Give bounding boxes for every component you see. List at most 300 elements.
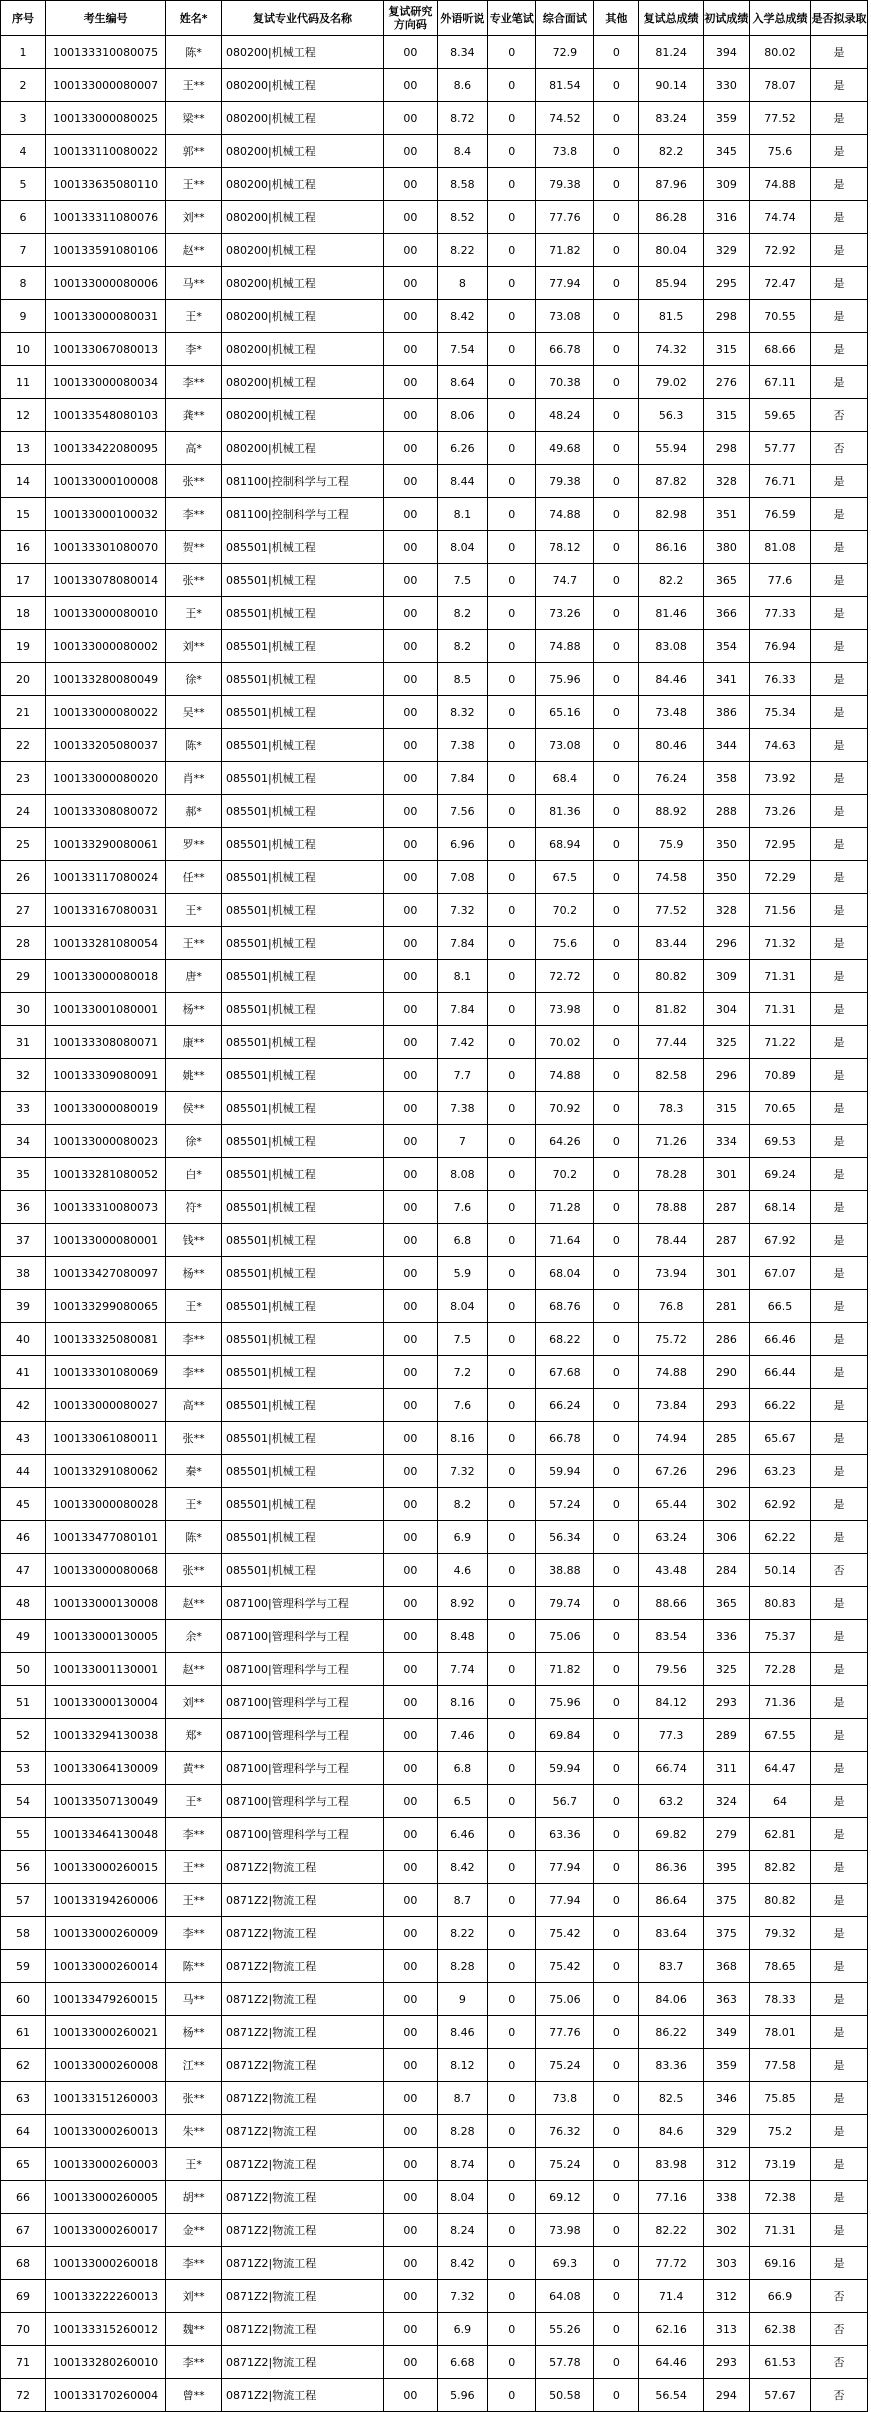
cell-other: 0	[594, 861, 639, 894]
cell-candidate-id: 100133315260012	[46, 2313, 166, 2346]
cell-admission-total: 74.74	[749, 201, 810, 234]
cell-admitted: 是	[811, 597, 868, 630]
cell-major: 085501|机械工程	[222, 696, 384, 729]
cell-other: 0	[594, 2181, 639, 2214]
cell-major: 0871Z2|物流工程	[222, 2148, 384, 2181]
cell-direction-code: 00	[384, 2247, 438, 2280]
cell-major: 085501|机械工程	[222, 861, 384, 894]
cell-retest-total: 80.46	[639, 729, 703, 762]
cell-foreign-language: 9	[437, 1983, 487, 2016]
cell-seq: 68	[1, 2247, 46, 2280]
cell-major: 087100|管理科学与工程	[222, 1785, 384, 1818]
cell-written-exam: 0	[488, 1455, 536, 1488]
cell-foreign-language: 8.04	[437, 1290, 487, 1323]
cell-initial-score: 345	[703, 135, 749, 168]
header-row	[1, 1, 868, 36]
cell-major: 080200|机械工程	[222, 36, 384, 69]
cell-foreign-language: 7.56	[437, 795, 487, 828]
cell-admitted: 是	[811, 135, 868, 168]
cell-admission-total: 80.83	[749, 1587, 810, 1620]
cell-initial-score: 303	[703, 2247, 749, 2280]
cell-retest-total: 81.24	[639, 36, 703, 69]
cell-foreign-language: 8.58	[437, 168, 487, 201]
cell-foreign-language: 6.46	[437, 1818, 487, 1851]
cell-major: 085501|机械工程	[222, 597, 384, 630]
cell-foreign-language: 6.8	[437, 1224, 487, 1257]
cell-retest-total: 80.82	[639, 960, 703, 993]
cell-retest-total: 87.82	[639, 465, 703, 498]
cell-foreign-language: 8.52	[437, 201, 487, 234]
cell-initial-score: 301	[703, 1158, 749, 1191]
cell-initial-score: 287	[703, 1191, 749, 1224]
header-other: 其他	[594, 1, 639, 36]
cell-major: 085501|机械工程	[222, 960, 384, 993]
cell-seq: 1	[1, 36, 46, 69]
cell-interview: 74.52	[536, 102, 594, 135]
cell-candidate-id: 100133000260008	[46, 2049, 166, 2082]
cell-admitted: 是	[811, 894, 868, 927]
cell-interview: 73.8	[536, 2082, 594, 2115]
cell-candidate-id: 100133194260006	[46, 1884, 166, 1917]
cell-foreign-language: 8.06	[437, 399, 487, 432]
table-row	[1, 399, 868, 432]
cell-interview: 64.08	[536, 2280, 594, 2313]
cell-retest-total: 79.02	[639, 366, 703, 399]
cell-admitted: 是	[811, 1389, 868, 1422]
cell-name: 余*	[166, 1620, 222, 1653]
table-row	[1, 2247, 868, 2280]
cell-major: 0871Z2|物流工程	[222, 2379, 384, 2412]
cell-name: 李*	[166, 333, 222, 366]
cell-admission-total: 75.6	[749, 135, 810, 168]
cell-written-exam: 0	[488, 1092, 536, 1125]
cell-direction-code: 00	[384, 531, 438, 564]
cell-other: 0	[594, 36, 639, 69]
cell-admission-total: 71.56	[749, 894, 810, 927]
cell-major: 080200|机械工程	[222, 234, 384, 267]
cell-admission-total: 63.23	[749, 1455, 810, 1488]
cell-major: 085501|机械工程	[222, 762, 384, 795]
cell-admitted: 是	[811, 2049, 868, 2082]
cell-foreign-language: 8.32	[437, 696, 487, 729]
cell-interview: 69.12	[536, 2181, 594, 2214]
cell-admission-total: 69.53	[749, 1125, 810, 1158]
cell-initial-score: 288	[703, 795, 749, 828]
cell-candidate-id: 100133000080027	[46, 1389, 166, 1422]
cell-admission-total: 75.34	[749, 696, 810, 729]
table-row	[1, 2016, 868, 2049]
cell-direction-code: 00	[384, 168, 438, 201]
cell-interview: 75.24	[536, 2049, 594, 2082]
cell-admitted: 是	[811, 993, 868, 1026]
cell-major: 0871Z2|物流工程	[222, 1983, 384, 2016]
cell-other: 0	[594, 2148, 639, 2181]
cell-direction-code: 00	[384, 630, 438, 663]
cell-direction-code: 00	[384, 2148, 438, 2181]
cell-retest-total: 86.64	[639, 1884, 703, 1917]
cell-seq: 60	[1, 1983, 46, 2016]
cell-direction-code: 00	[384, 1884, 438, 1917]
cell-admission-total: 64.47	[749, 1752, 810, 1785]
header-foreign-language: 外语听说	[437, 1, 487, 36]
cell-initial-score: 302	[703, 1488, 749, 1521]
cell-other: 0	[594, 1719, 639, 1752]
cell-name: 徐*	[166, 663, 222, 696]
cell-written-exam: 0	[488, 333, 536, 366]
cell-retest-total: 83.7	[639, 1950, 703, 1983]
cell-foreign-language: 8.34	[437, 36, 487, 69]
cell-initial-score: 306	[703, 1521, 749, 1554]
cell-written-exam: 0	[488, 234, 536, 267]
cell-written-exam: 0	[488, 1818, 536, 1851]
cell-direction-code: 00	[384, 1323, 438, 1356]
header-retest-total: 复试总成绩	[639, 1, 703, 36]
cell-interview: 79.38	[536, 168, 594, 201]
cell-admission-total: 62.92	[749, 1488, 810, 1521]
cell-direction-code: 00	[384, 234, 438, 267]
cell-interview: 68.4	[536, 762, 594, 795]
cell-seq: 47	[1, 1554, 46, 1587]
table-row	[1, 597, 868, 630]
cell-written-exam: 0	[488, 366, 536, 399]
cell-interview: 64.26	[536, 1125, 594, 1158]
cell-seq: 16	[1, 531, 46, 564]
cell-foreign-language: 8.4	[437, 135, 487, 168]
cell-other: 0	[594, 894, 639, 927]
cell-written-exam: 0	[488, 1917, 536, 1950]
cell-other: 0	[594, 1785, 639, 1818]
cell-admitted: 是	[811, 1785, 868, 1818]
cell-direction-code: 00	[384, 399, 438, 432]
cell-initial-score: 336	[703, 1620, 749, 1653]
cell-admitted: 是	[811, 1587, 868, 1620]
cell-candidate-id: 100133000080010	[46, 597, 166, 630]
cell-initial-score: 289	[703, 1719, 749, 1752]
cell-foreign-language: 7.7	[437, 1059, 487, 1092]
cell-name: 王*	[166, 1488, 222, 1521]
cell-admitted: 是	[811, 861, 868, 894]
cell-retest-total: 56.3	[639, 399, 703, 432]
cell-admission-total: 71.36	[749, 1686, 810, 1719]
cell-direction-code: 00	[384, 2082, 438, 2115]
cell-direction-code: 00	[384, 2016, 438, 2049]
cell-admitted: 是	[811, 267, 868, 300]
cell-seq: 57	[1, 1884, 46, 1917]
cell-seq: 21	[1, 696, 46, 729]
table-row	[1, 2148, 868, 2181]
cell-admission-total: 74.63	[749, 729, 810, 762]
cell-seq: 9	[1, 300, 46, 333]
table-row	[1, 1389, 868, 1422]
cell-retest-total: 77.52	[639, 894, 703, 927]
cell-name: 高*	[166, 432, 222, 465]
cell-candidate-id: 100133309080091	[46, 1059, 166, 1092]
cell-written-exam: 0	[488, 696, 536, 729]
cell-name: 张**	[166, 2082, 222, 2115]
table-row	[1, 2181, 868, 2214]
table-row	[1, 828, 868, 861]
cell-foreign-language: 6.5	[437, 1785, 487, 1818]
cell-direction-code: 00	[384, 2280, 438, 2313]
cell-retest-total: 71.26	[639, 1125, 703, 1158]
cell-written-exam: 0	[488, 1620, 536, 1653]
cell-foreign-language: 8.16	[437, 1422, 487, 1455]
cell-interview: 65.16	[536, 696, 594, 729]
table-row	[1, 1356, 868, 1389]
cell-foreign-language: 8.22	[437, 234, 487, 267]
cell-candidate-id: 100133000080018	[46, 960, 166, 993]
cell-seq: 25	[1, 828, 46, 861]
cell-name: 杨**	[166, 1257, 222, 1290]
table-row	[1, 564, 868, 597]
cell-seq: 52	[1, 1719, 46, 1752]
cell-other: 0	[594, 1917, 639, 1950]
table-row	[1, 234, 868, 267]
cell-major: 0871Z2|物流工程	[222, 1884, 384, 1917]
cell-seq: 48	[1, 1587, 46, 1620]
cell-retest-total: 83.08	[639, 630, 703, 663]
cell-major: 085501|机械工程	[222, 1356, 384, 1389]
cell-initial-score: 375	[703, 1917, 749, 1950]
cell-major: 0871Z2|物流工程	[222, 1917, 384, 1950]
cell-foreign-language: 7.08	[437, 861, 487, 894]
cell-foreign-language: 8.04	[437, 531, 487, 564]
cell-name: 朱**	[166, 2115, 222, 2148]
cell-candidate-id: 100133479260015	[46, 1983, 166, 2016]
cell-initial-score: 375	[703, 1884, 749, 1917]
cell-initial-score: 294	[703, 2379, 749, 2412]
cell-written-exam: 0	[488, 1356, 536, 1389]
cell-direction-code: 00	[384, 1785, 438, 1818]
cell-initial-score: 358	[703, 762, 749, 795]
cell-admitted: 是	[811, 1752, 868, 1785]
cell-candidate-id: 100133151260003	[46, 2082, 166, 2115]
cell-initial-score: 365	[703, 1587, 749, 1620]
cell-direction-code: 00	[384, 762, 438, 795]
cell-seq: 49	[1, 1620, 46, 1653]
cell-admission-total: 69.16	[749, 2247, 810, 2280]
cell-candidate-id: 100133001130001	[46, 1653, 166, 1686]
cell-foreign-language: 8.72	[437, 102, 487, 135]
cell-interview: 72.72	[536, 960, 594, 993]
header-initial-score: 初试成绩	[703, 1, 749, 36]
cell-written-exam: 0	[488, 762, 536, 795]
cell-retest-total: 74.58	[639, 861, 703, 894]
cell-major: 080200|机械工程	[222, 102, 384, 135]
table-row	[1, 993, 868, 1026]
cell-admission-total: 66.46	[749, 1323, 810, 1356]
cell-other: 0	[594, 2280, 639, 2313]
cell-retest-total: 82.98	[639, 498, 703, 531]
cell-admission-total: 79.32	[749, 1917, 810, 1950]
cell-admitted: 是	[811, 102, 868, 135]
cell-admission-total: 66.22	[749, 1389, 810, 1422]
cell-name: 陈**	[166, 1950, 222, 1983]
cell-direction-code: 00	[384, 1389, 438, 1422]
cell-foreign-language: 8.2	[437, 630, 487, 663]
cell-seq: 23	[1, 762, 46, 795]
cell-other: 0	[594, 1290, 639, 1323]
cell-major: 080200|机械工程	[222, 135, 384, 168]
cell-initial-score: 315	[703, 1092, 749, 1125]
cell-retest-total: 66.74	[639, 1752, 703, 1785]
cell-admitted: 是	[811, 2082, 868, 2115]
cell-interview: 73.98	[536, 2214, 594, 2247]
cell-retest-total: 82.5	[639, 2082, 703, 2115]
cell-written-exam: 0	[488, 894, 536, 927]
table-row	[1, 1224, 868, 1257]
cell-major: 085501|机械工程	[222, 1389, 384, 1422]
cell-foreign-language: 8.74	[437, 2148, 487, 2181]
cell-candidate-id: 100133000260015	[46, 1851, 166, 1884]
cell-written-exam: 0	[488, 1752, 536, 1785]
cell-retest-total: 76.24	[639, 762, 703, 795]
cell-foreign-language: 7.38	[437, 1092, 487, 1125]
header-seq: 序号	[1, 1, 46, 36]
cell-initial-score: 351	[703, 498, 749, 531]
cell-initial-score: 281	[703, 1290, 749, 1323]
cell-major: 087100|管理科学与工程	[222, 1653, 384, 1686]
cell-seq: 14	[1, 465, 46, 498]
cell-candidate-id: 100133000260021	[46, 2016, 166, 2049]
cell-retest-total: 78.88	[639, 1191, 703, 1224]
cell-name: 张**	[166, 1554, 222, 1587]
cell-initial-score: 309	[703, 960, 749, 993]
cell-retest-total: 75.9	[639, 828, 703, 861]
table-row	[1, 135, 868, 168]
cell-candidate-id: 100133281080052	[46, 1158, 166, 1191]
cell-initial-score: 341	[703, 663, 749, 696]
cell-interview: 78.12	[536, 531, 594, 564]
cell-seq: 31	[1, 1026, 46, 1059]
cell-interview: 70.2	[536, 1158, 594, 1191]
cell-major: 085501|机械工程	[222, 1488, 384, 1521]
cell-other: 0	[594, 1191, 639, 1224]
cell-candidate-id: 100133000260003	[46, 2148, 166, 2181]
cell-seq: 69	[1, 2280, 46, 2313]
cell-admitted: 是	[811, 300, 868, 333]
cell-admitted: 否	[811, 1554, 868, 1587]
cell-retest-total: 77.3	[639, 1719, 703, 1752]
cell-direction-code: 00	[384, 828, 438, 861]
cell-written-exam: 0	[488, 2214, 536, 2247]
cell-name: 罗**	[166, 828, 222, 861]
cell-foreign-language: 4.6	[437, 1554, 487, 1587]
cell-direction-code: 00	[384, 1587, 438, 1620]
cell-interview: 75.42	[536, 1917, 594, 1950]
cell-initial-score: 366	[703, 597, 749, 630]
cell-seq: 38	[1, 1257, 46, 1290]
cell-written-exam: 0	[488, 2280, 536, 2313]
cell-major: 080200|机械工程	[222, 201, 384, 234]
cell-seq: 26	[1, 861, 46, 894]
cell-admission-total: 71.31	[749, 960, 810, 993]
cell-foreign-language: 6.9	[437, 2313, 487, 2346]
cell-candidate-id: 100133000080022	[46, 696, 166, 729]
cell-direction-code: 00	[384, 1554, 438, 1587]
cell-other: 0	[594, 1125, 639, 1158]
cell-foreign-language: 8	[437, 267, 487, 300]
cell-seq: 29	[1, 960, 46, 993]
cell-direction-code: 00	[384, 1851, 438, 1884]
cell-admitted: 否	[811, 432, 868, 465]
cell-candidate-id: 100133000080028	[46, 1488, 166, 1521]
cell-admitted: 是	[811, 1158, 868, 1191]
cell-name: 魏**	[166, 2313, 222, 2346]
cell-candidate-id: 100133280260010	[46, 2346, 166, 2379]
cell-admission-total: 72.95	[749, 828, 810, 861]
cell-name: 龚**	[166, 399, 222, 432]
cell-admission-total: 77.58	[749, 2049, 810, 2082]
cell-initial-score: 349	[703, 2016, 749, 2049]
cell-foreign-language: 7.6	[437, 1191, 487, 1224]
cell-written-exam: 0	[488, 102, 536, 135]
cell-interview: 73.08	[536, 300, 594, 333]
cell-foreign-language: 8.2	[437, 597, 487, 630]
cell-written-exam: 0	[488, 630, 536, 663]
cell-admitted: 是	[811, 1356, 868, 1389]
cell-admitted: 是	[811, 795, 868, 828]
cell-candidate-id: 100133290080061	[46, 828, 166, 861]
cell-initial-score: 296	[703, 1455, 749, 1488]
cell-written-exam: 0	[488, 2115, 536, 2148]
cell-written-exam: 0	[488, 135, 536, 168]
cell-initial-score: 298	[703, 432, 749, 465]
cell-foreign-language: 6.8	[437, 1752, 487, 1785]
cell-major: 0871Z2|物流工程	[222, 1950, 384, 1983]
cell-seq: 7	[1, 234, 46, 267]
cell-other: 0	[594, 102, 639, 135]
cell-candidate-id: 100133000100032	[46, 498, 166, 531]
cell-candidate-id: 100133591080106	[46, 234, 166, 267]
cell-candidate-id: 100133280080049	[46, 663, 166, 696]
cell-interview: 50.58	[536, 2379, 594, 2412]
cell-other: 0	[594, 2379, 639, 2412]
cell-interview: 79.38	[536, 465, 594, 498]
cell-foreign-language: 8.44	[437, 465, 487, 498]
cell-initial-score: 325	[703, 1026, 749, 1059]
table-row	[1, 795, 868, 828]
cell-written-exam: 0	[488, 2049, 536, 2082]
cell-candidate-id: 100133078080014	[46, 564, 166, 597]
cell-candidate-id: 100133000260018	[46, 2247, 166, 2280]
cell-initial-score: 285	[703, 1422, 749, 1455]
cell-foreign-language: 7.32	[437, 1455, 487, 1488]
cell-other: 0	[594, 201, 639, 234]
cell-initial-score: 296	[703, 927, 749, 960]
cell-major: 080200|机械工程	[222, 366, 384, 399]
cell-name: 符*	[166, 1191, 222, 1224]
cell-admitted: 是	[811, 1092, 868, 1125]
cell-direction-code: 00	[384, 1950, 438, 1983]
cell-interview: 69.3	[536, 2247, 594, 2280]
cell-initial-score: 298	[703, 300, 749, 333]
cell-admitted: 是	[811, 1620, 868, 1653]
cell-name: 吴**	[166, 696, 222, 729]
cell-major: 085501|机械工程	[222, 927, 384, 960]
cell-interview: 71.28	[536, 1191, 594, 1224]
table-row	[1, 696, 868, 729]
cell-other: 0	[594, 1587, 639, 1620]
cell-other: 0	[594, 1686, 639, 1719]
cell-written-exam: 0	[488, 2379, 536, 2412]
cell-seq: 54	[1, 1785, 46, 1818]
cell-admission-total: 80.82	[749, 1884, 810, 1917]
cell-seq: 42	[1, 1389, 46, 1422]
cell-candidate-id: 100133281080054	[46, 927, 166, 960]
cell-name: 王*	[166, 597, 222, 630]
table-row	[1, 1257, 868, 1290]
